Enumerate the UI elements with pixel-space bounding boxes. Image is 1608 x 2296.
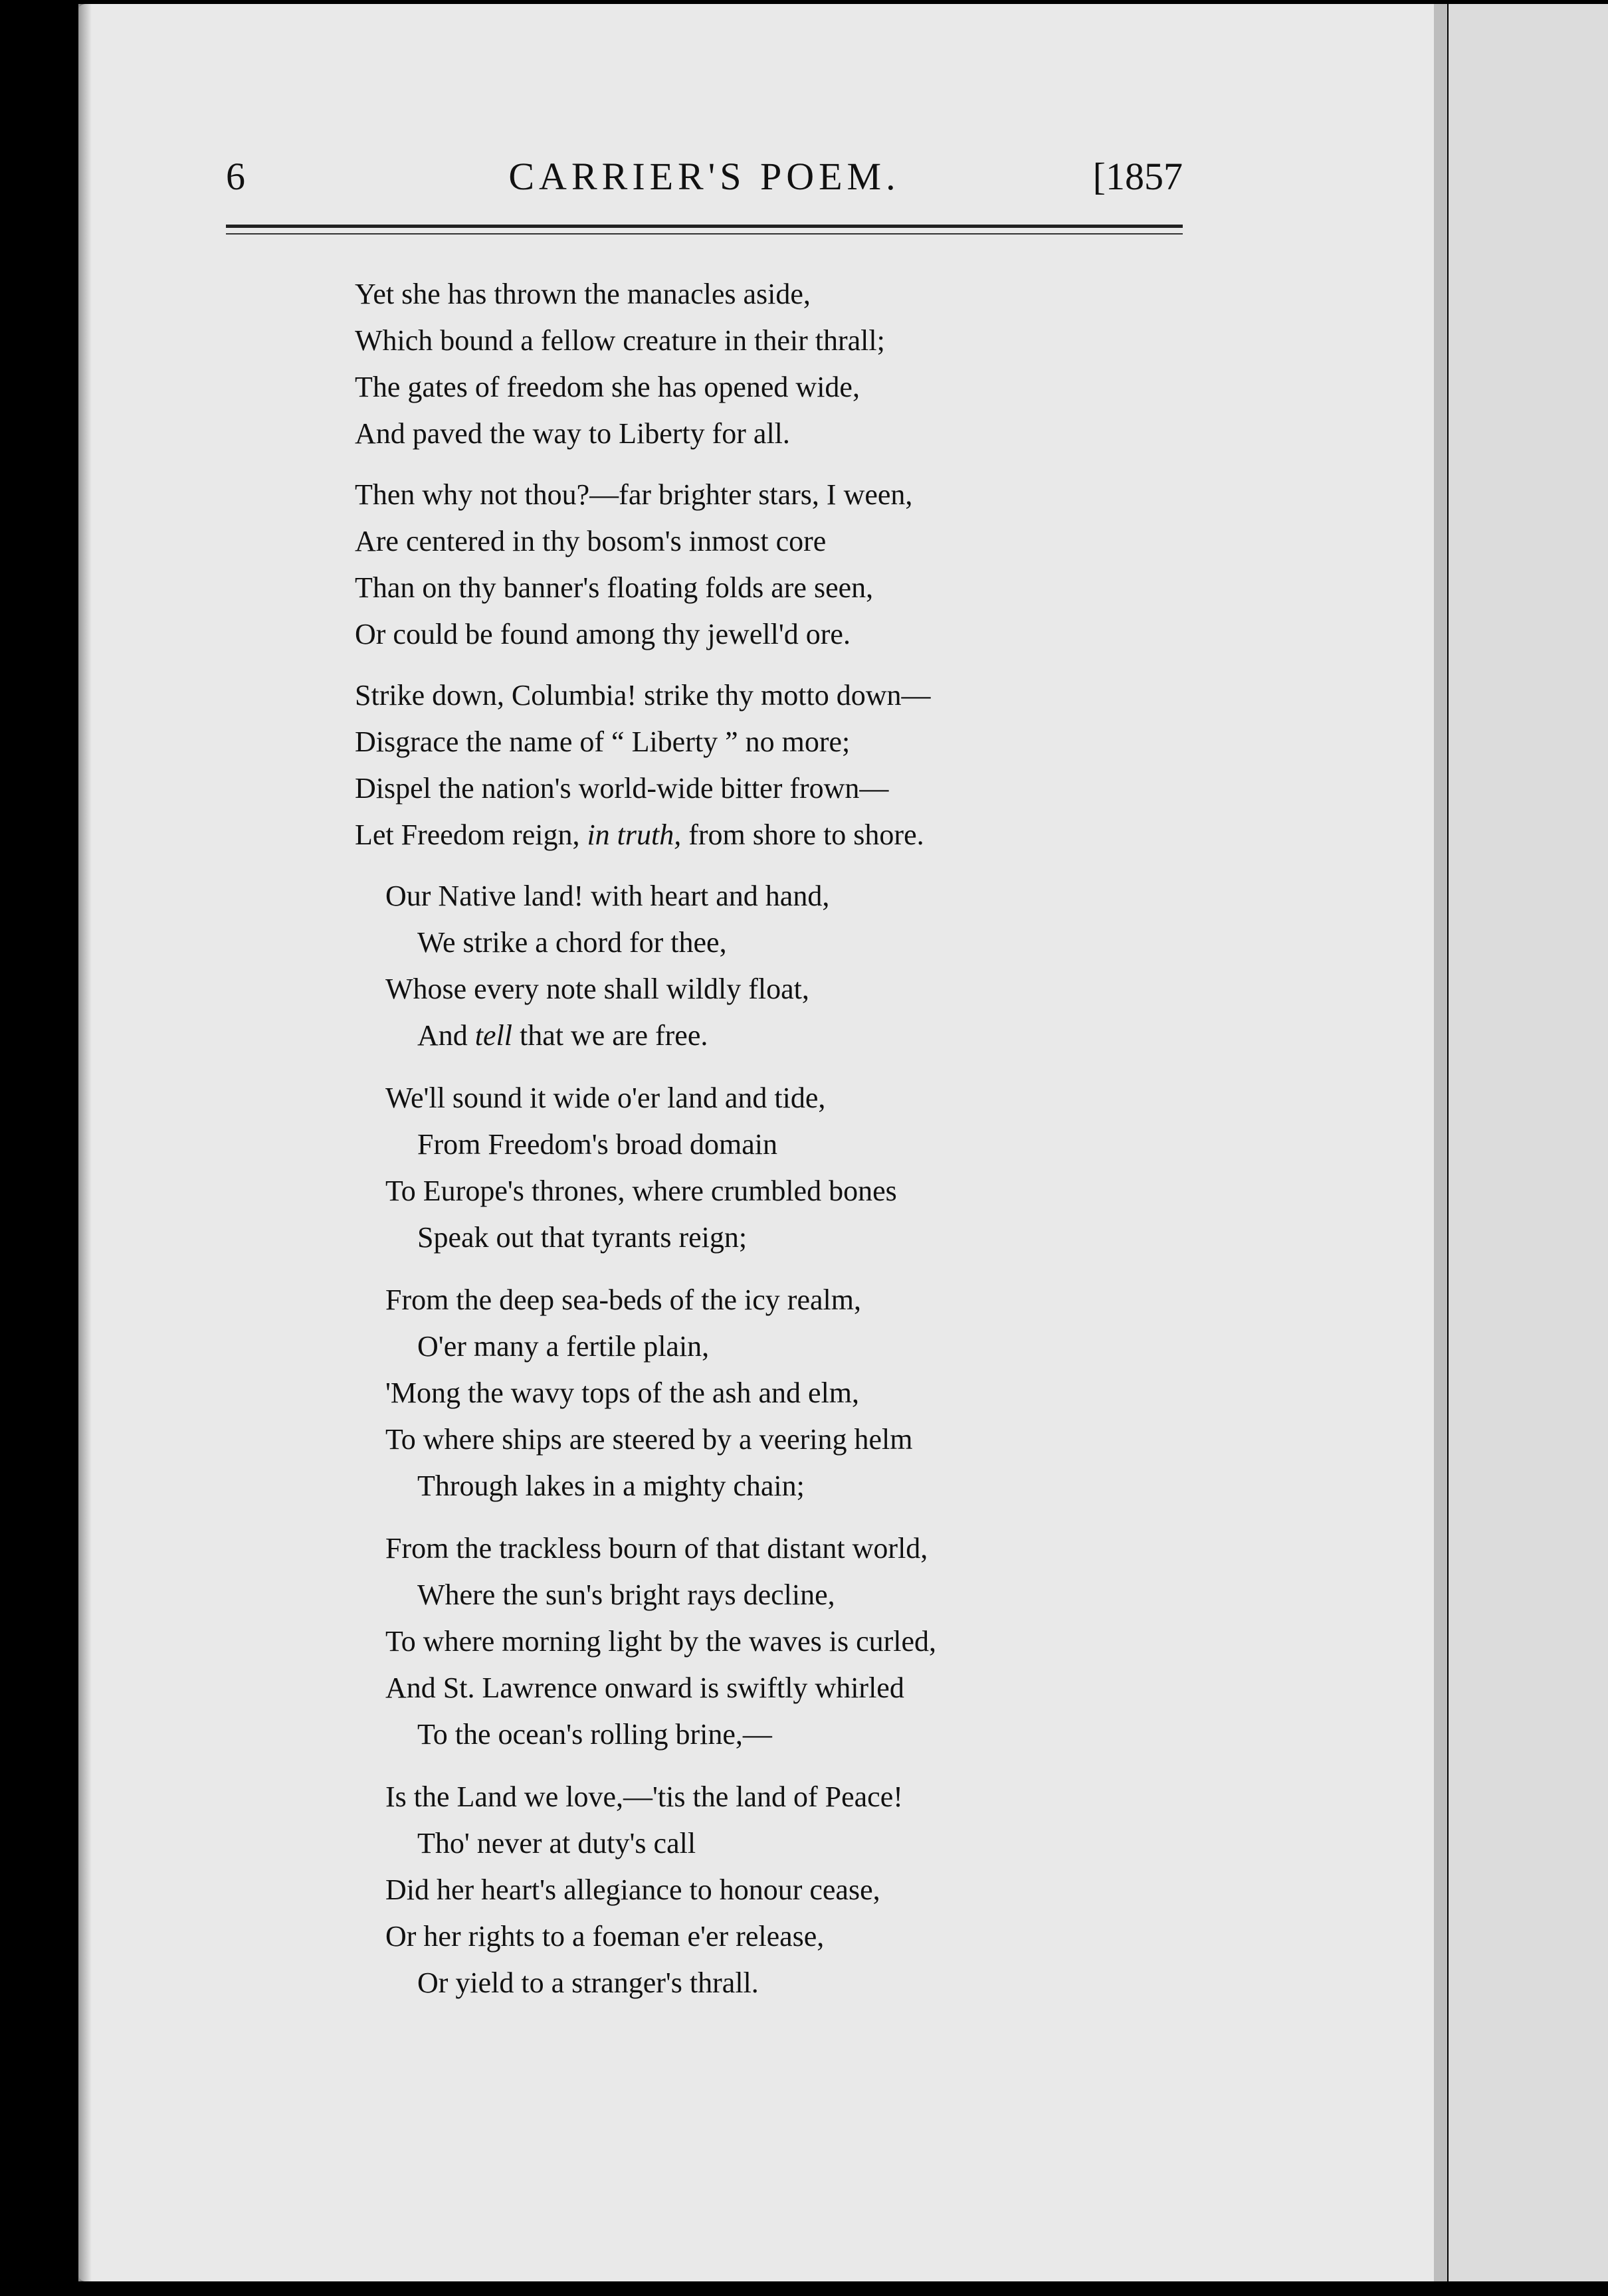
year-label: [1857 (1092, 155, 1183, 198)
page-edge (1434, 4, 1447, 2281)
poem-line: Then why not thou?—far brighter stars, I ween, (355, 478, 913, 511)
poem-line: Or yield to a stranger's thrall. (417, 1966, 759, 1999)
poem-line: Let Freedom reign, in truth, from shore to shore. (355, 818, 924, 851)
page-gutter-shadow (78, 4, 92, 2281)
poem-line: We'll sound it wide o'er land and tide, (385, 1082, 826, 1114)
stanza (355, 1277, 936, 1509)
stanza (355, 271, 936, 457)
poem-line: And paved the way to Liberty for all. (355, 417, 790, 450)
stanza (355, 1525, 936, 1758)
poem-line: From the deep sea-beds of the icy realm, (385, 1284, 861, 1316)
poem-line: Disgrace the name of “ Liberty ” no more; (355, 725, 851, 758)
header-rule-thick (226, 225, 1183, 228)
poem-line: Yet she has thrown the manacles aside, (355, 278, 811, 310)
poem-line: Our Native land! with heart and hand, (385, 880, 830, 912)
poem-line: To Europe's thrones, where crumbled bones (385, 1175, 897, 1207)
poem-line: Or her rights to a foeman e'er release, (385, 1920, 825, 1953)
poem-line: We strike a chord for thee, (417, 926, 727, 959)
header-rule-thin (226, 233, 1183, 235)
poem-line: Strike down, Columbia! strike thy motto down— (355, 679, 931, 712)
running-header (0, 154, 1608, 207)
poem-line: To where morning light by the waves is curled, (385, 1625, 937, 1658)
poem-line: Did her heart's allegiance to honour cease, (385, 1873, 880, 1906)
poem-line: O'er many a fertile plain, (417, 1330, 710, 1363)
facing-page-sliver (1449, 4, 1608, 2281)
poem-line: 'Mong the wavy tops of the ash and elm, (385, 1377, 860, 1409)
stanza (355, 1075, 936, 1261)
poem-line: Dispel the nation's world-wide bitter frown— (355, 772, 889, 805)
poem-line: And St. Lawrence onward is swiftly whirled (385, 1672, 904, 1704)
poem-line: Speak out that tyrants reign; (417, 1221, 748, 1254)
stanza (355, 672, 936, 858)
poem-line: Whose every note shall wildly float, (385, 973, 809, 1005)
poem-line: Through lakes in a mighty chain; (417, 1470, 805, 1502)
poem-line: To the ocean's rolling brine,— (417, 1718, 772, 1751)
page-number: 6 (226, 155, 245, 198)
poem-line: The gates of freedom she has opened wide, (355, 371, 860, 403)
poem-line: And tell that we are free. (417, 1019, 708, 1052)
poem-line: From the trackless bourn of that distant world, (385, 1532, 928, 1565)
stanza (355, 873, 936, 1059)
poem-body (355, 271, 936, 2022)
poem-line: Where the sun's bright rays decline, (417, 1578, 835, 1611)
poem-line: From Freedom's broad domain (417, 1128, 777, 1161)
poem-line: Than on thy banner's floating folds are seen, (355, 571, 874, 604)
stanza (355, 472, 936, 658)
poem-line: To where ships are steered by a veering helm (385, 1423, 913, 1456)
poem-line: Are centered in thy bosom's inmost core (355, 525, 827, 557)
poem-line: Or could be found among thy jewell'd ore. (355, 618, 851, 650)
poem-line: Which bound a fellow creature in their thrall; (355, 324, 885, 357)
poem-line: Is the Land we love,—'tis the land of Peace! (385, 1780, 903, 1813)
poem-line: Tho' never at duty's call (417, 1827, 696, 1860)
stanza (355, 1774, 936, 2006)
running-title: CARRIER'S POEM. (508, 155, 900, 198)
